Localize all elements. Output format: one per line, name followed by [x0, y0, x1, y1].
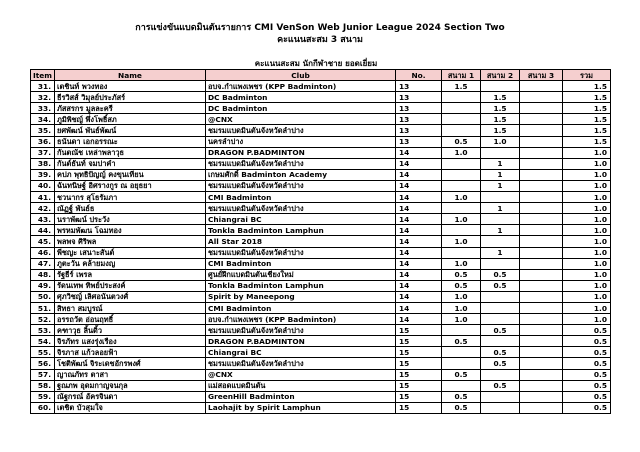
cell-stage-1: 0.5	[442, 136, 481, 147]
cell-name: ภัสสรกร มูลละครี	[55, 103, 206, 114]
cell-club: ชมรมแบดมินตันจังหวัดลำปาง	[206, 158, 396, 169]
cell-stage-2	[481, 214, 520, 225]
cell-stage-1	[442, 203, 481, 214]
cell-club: นครลำปาง	[206, 136, 396, 147]
cell-no: 14	[396, 247, 442, 258]
cell-item: 58.	[31, 380, 55, 391]
cell-stage-3	[520, 247, 563, 258]
cell-club: ชมรมแบดมินตันจังหวัดลำปาง	[206, 358, 396, 369]
cell-club: @CNX	[206, 114, 396, 125]
cell-total: 0.5	[563, 336, 611, 347]
cell-club: DC Badminton	[206, 92, 396, 103]
cell-stage-3	[520, 380, 563, 391]
table-row	[31, 114, 611, 125]
cell-stage-2	[481, 314, 520, 325]
cell-item: 51.	[31, 302, 55, 313]
cell-total: 0.5	[563, 325, 611, 336]
cell-stage-1: 1.0	[442, 147, 481, 158]
cell-club: ชมรมแบดมินตันจังหวัดลำปาง	[206, 247, 396, 258]
cell-total: 0.5	[563, 369, 611, 380]
cell-total: 1.5	[563, 92, 611, 103]
cell-stage-1: 1.0	[442, 291, 481, 302]
cell-stage-2: 0.5	[481, 325, 520, 336]
cell-name: ยศพัฒน์ พันธ์พัฒน์	[55, 125, 206, 136]
cell-no: 14	[396, 158, 442, 169]
cell-stage-1: 1.0	[442, 258, 481, 269]
cell-stage-3	[520, 158, 563, 169]
cell-stage-1	[442, 325, 481, 336]
cell-item: 43.	[31, 214, 55, 225]
cell-stage-2: 1	[481, 180, 520, 191]
table-row	[31, 92, 611, 103]
table-row	[31, 336, 611, 347]
cell-name: เตชิต บัวสุมใจ	[55, 402, 206, 413]
cell-stage-1	[442, 158, 481, 169]
cell-item: 32.	[31, 92, 55, 103]
cell-stage-3	[520, 325, 563, 336]
table-row	[31, 347, 611, 358]
cell-stage-2: 1.5	[481, 103, 520, 114]
cell-club: All Star 2018	[206, 236, 396, 247]
cell-total: 1.0	[563, 280, 611, 291]
cell-club: Chiangrai BC	[206, 347, 396, 358]
cell-no: 14	[396, 214, 442, 225]
cell-item: 55.	[31, 347, 55, 358]
cell-total: 1.0	[563, 203, 611, 214]
cell-total: 0.5	[563, 347, 611, 358]
cell-club: ชมรมแบดมินตันจังหวัดลำปาง	[206, 203, 396, 214]
cell-stage-1	[442, 347, 481, 358]
cell-stage-1: 0.5	[442, 369, 481, 380]
cell-stage-3	[520, 258, 563, 269]
cell-total: 1.5	[563, 103, 611, 114]
header-club: Club	[206, 70, 396, 81]
cell-item: 60.	[31, 402, 55, 413]
cell-stage-1: 1.0	[442, 302, 481, 313]
cell-name: สิทธา สมบูรณ์	[55, 302, 206, 313]
cell-no: 13	[396, 92, 442, 103]
table-row	[31, 358, 611, 369]
cell-no: 13	[396, 136, 442, 147]
cell-stage-2	[481, 336, 520, 347]
cell-no: 14	[396, 147, 442, 158]
cell-stage-3	[520, 336, 563, 347]
cell-club: ชมรมแบดมินตันจังหวัดลำปาง	[206, 125, 396, 136]
table-row	[31, 125, 611, 136]
cell-stage-3	[520, 192, 563, 203]
cell-club: CMI Badminton	[206, 302, 396, 313]
cell-name: นราพัฒน์ ประวัง	[55, 214, 206, 225]
table-row	[31, 380, 611, 391]
cell-stage-1: 0.5	[442, 269, 481, 280]
cell-total: 1.0	[563, 236, 611, 247]
table-row	[31, 291, 611, 302]
cell-total: 1.0	[563, 291, 611, 302]
cell-stage-1	[442, 358, 481, 369]
cell-total: 0.5	[563, 391, 611, 402]
cell-item: 49.	[31, 280, 55, 291]
cell-name: ชวนากร สุโธรัมภา	[55, 192, 206, 203]
cell-name: ธนันดา เอกอรรณะ	[55, 136, 206, 147]
cell-club: CMI Badminton	[206, 192, 396, 203]
cell-no: 15	[396, 358, 442, 369]
cell-no: 14	[396, 225, 442, 236]
cell-stage-2: 1	[481, 169, 520, 180]
cell-item: 57.	[31, 369, 55, 380]
cell-stage-3	[520, 125, 563, 136]
cell-no: 14	[396, 269, 442, 280]
cell-name: ธีรวิสส์ วิมุลย์ประภัสร์	[55, 92, 206, 103]
cell-club: อบจ.กำแพงเพชร (KPP Badminton)	[206, 81, 396, 92]
header-total: รวม	[563, 70, 611, 81]
cell-stage-2	[481, 402, 520, 413]
cell-stage-1	[442, 92, 481, 103]
cell-item: 53.	[31, 325, 55, 336]
cell-no: 15	[396, 325, 442, 336]
cell-stage-2: 1.5	[481, 114, 520, 125]
cell-item: 59.	[31, 391, 55, 402]
cell-name: พลพจ ศิริพล	[55, 236, 206, 247]
cell-club: Chiangrai BC	[206, 214, 396, 225]
header-no: No.	[396, 70, 442, 81]
cell-item: 54.	[31, 336, 55, 347]
cell-item: 44.	[31, 225, 55, 236]
document-subtitle: คะแนนสะสม 3 สนาม	[277, 35, 363, 45]
cell-name: ญาณภัทร ตาสา	[55, 369, 206, 380]
cell-stage-2	[481, 291, 520, 302]
cell-stage-2	[481, 302, 520, 313]
cell-total: 0.5	[563, 402, 611, 413]
table-row	[31, 192, 611, 203]
cell-name: ฐณภพ อุดมกาญจนกุล	[55, 380, 206, 391]
cell-name: คฑาวุธ ลิ้นดิ้ว	[55, 325, 206, 336]
cell-total: 1.0	[563, 269, 611, 280]
cell-club: Tonkla Badminton Lamphun	[206, 280, 396, 291]
cell-club: Tonkla Badminton Lamphun	[206, 225, 396, 236]
cell-name: คปภ พุทธิปัญญ์ คงขุนเทียน	[55, 169, 206, 180]
cell-stage-1	[442, 169, 481, 180]
table-row	[31, 158, 611, 169]
table-row	[31, 225, 611, 236]
cell-name: เตชินท์ พวงทอง	[55, 81, 206, 92]
cell-total: 0.5	[563, 358, 611, 369]
cell-item: 42.	[31, 203, 55, 214]
cell-no: 15	[396, 380, 442, 391]
table-row	[31, 258, 611, 269]
cell-club: แม่สอดแบดมินตัน	[206, 380, 396, 391]
cell-club: @CNX	[206, 369, 396, 380]
cell-stage-1: 0.5	[442, 336, 481, 347]
header-item: Item	[31, 70, 55, 81]
cell-total: 1.0	[563, 169, 611, 180]
cell-club: DRAGON P.BADMINTON	[206, 147, 396, 158]
cell-total: 1.0	[563, 180, 611, 191]
cell-name: รัฐธีร์ เพรล	[55, 269, 206, 280]
cell-total: 1.0	[563, 225, 611, 236]
cell-stage-3	[520, 291, 563, 302]
cell-item: 36.	[31, 136, 55, 147]
cell-no: 15	[396, 347, 442, 358]
cell-stage-1: 1.0	[442, 214, 481, 225]
cell-no: 14	[396, 314, 442, 325]
cell-no: 14	[396, 180, 442, 191]
document-title: การแข่งขันแบดมินตันรายการ CMI VenSon Web Junior League 2024 Section Two	[135, 23, 505, 33]
cell-no: 15	[396, 336, 442, 347]
cell-total: 1.5	[563, 125, 611, 136]
cell-stage-3	[520, 169, 563, 180]
cell-stage-1: 0.5	[442, 402, 481, 413]
table-row	[31, 269, 611, 280]
cell-stage-3	[520, 280, 563, 291]
cell-total: 1.0	[563, 147, 611, 158]
cell-stage-2	[481, 236, 520, 247]
cell-stage-1	[442, 103, 481, 114]
table-row	[31, 247, 611, 258]
cell-stage-3	[520, 302, 563, 313]
cell-no: 14	[396, 258, 442, 269]
cell-name: โชติพัฒน์ จิระเดชอักรพงศ์	[55, 358, 206, 369]
cell-name: พรหมพัฒน โฉมทอง	[55, 225, 206, 236]
header-stage-3: สนาม 3	[520, 70, 563, 81]
cell-stage-1: 0.5	[442, 391, 481, 402]
cell-item: 35.	[31, 125, 55, 136]
cell-item: 38.	[31, 158, 55, 169]
cell-stage-3	[520, 203, 563, 214]
cell-club: Spirit by Maneepong	[206, 291, 396, 302]
ranking-table	[30, 69, 611, 414]
cell-stage-1: 1.5	[442, 81, 481, 92]
cell-name: จิรภัทร แสงรุ่งเรือง	[55, 336, 206, 347]
cell-stage-1: 0.5	[442, 280, 481, 291]
cell-stage-1	[442, 380, 481, 391]
table-row	[31, 214, 611, 225]
cell-stage-2	[481, 81, 520, 92]
cell-total: 1.5	[563, 81, 611, 92]
cell-item: 45.	[31, 236, 55, 247]
cell-total: 0.5	[563, 380, 611, 391]
cell-total: 1.5	[563, 136, 611, 147]
table-row	[31, 280, 611, 291]
table-row	[31, 302, 611, 313]
cell-club: CMI Badminton	[206, 258, 396, 269]
cell-name: ณัฐกรณ์ อัครจินดา	[55, 391, 206, 402]
cell-club: ชมรมแบดมินตันจังหวัดลำปาง	[206, 180, 396, 191]
cell-item: 46.	[31, 247, 55, 258]
cell-stage-3	[520, 114, 563, 125]
table-row	[31, 169, 611, 180]
cell-total: 1.0	[563, 192, 611, 203]
cell-stage-2: 1.5	[481, 125, 520, 136]
cell-no: 14	[396, 203, 442, 214]
cell-name: ภูตะวัน คล้ายมงญ	[55, 258, 206, 269]
cell-stage-2	[481, 369, 520, 380]
cell-club: GreenHill Badminton	[206, 391, 396, 402]
table-row	[31, 369, 611, 380]
cell-item: 48.	[31, 269, 55, 280]
cell-no: 14	[396, 291, 442, 302]
cell-total: 1.0	[563, 214, 611, 225]
cell-no: 13	[396, 81, 442, 92]
cell-name: รัดนเทพ ทิพย์ประสงค์	[55, 280, 206, 291]
cell-name: จิรภาส แก้วลอยฟ้า	[55, 347, 206, 358]
cell-club: เกษมศักดิ์ Badminton Academy	[206, 169, 396, 180]
cell-stage-2: 1	[481, 247, 520, 258]
table-row	[31, 236, 611, 247]
cell-stage-1	[442, 225, 481, 236]
cell-stage-3	[520, 180, 563, 191]
cell-stage-2	[481, 258, 520, 269]
cell-total: 1.0	[563, 158, 611, 169]
cell-stage-3	[520, 391, 563, 402]
cell-stage-2: 0.5	[481, 380, 520, 391]
cell-club: ชมรมแบดมินตันจังหวัดลำปาง	[206, 325, 396, 336]
cell-no: 13	[396, 125, 442, 136]
header-name: Name	[55, 70, 206, 81]
cell-no: 14	[396, 280, 442, 291]
cell-item: 31.	[31, 81, 55, 92]
cell-stage-3	[520, 314, 563, 325]
cell-stage-1	[442, 125, 481, 136]
cell-stage-2: 1.0	[481, 136, 520, 147]
table-row	[31, 103, 611, 114]
cell-stage-3	[520, 369, 563, 380]
category-heading: คะแนนสะสม นักกีฬาชาย ยอดเยี่ยม	[254, 59, 378, 68]
cell-item: 39.	[31, 169, 55, 180]
cell-total: 1.0	[563, 314, 611, 325]
header-stage-1: สนาม 1	[442, 70, 481, 81]
table-row	[31, 147, 611, 158]
table-row	[31, 203, 611, 214]
cell-stage-3	[520, 402, 563, 413]
cell-name: ฉันทนิษฐ์ อิศรางกูร ณ อยุธยา	[55, 180, 206, 191]
cell-club: DC Badminton	[206, 103, 396, 114]
cell-item: 33.	[31, 103, 55, 114]
cell-total: 1.0	[563, 302, 611, 313]
cell-club: DRAGON P.BADMINTON	[206, 336, 396, 347]
cell-stage-3	[520, 214, 563, 225]
table-row	[31, 81, 611, 92]
table-row	[31, 391, 611, 402]
cell-no: 15	[396, 369, 442, 380]
cell-stage-1: 1.0	[442, 314, 481, 325]
cell-stage-2: 1	[481, 203, 520, 214]
cell-stage-2: 0.5	[481, 280, 520, 291]
table-row	[31, 180, 611, 191]
cell-total: 1.5	[563, 114, 611, 125]
cell-stage-1: 1.0	[442, 236, 481, 247]
cell-no: 14	[396, 192, 442, 203]
cell-stage-3	[520, 358, 563, 369]
cell-name: อรรถวัต อ่อนฤทธิ์	[55, 314, 206, 325]
cell-stage-3	[520, 147, 563, 158]
cell-club: ศูนย์ฝึกแบดมินตันเชียงใหม่	[206, 269, 396, 280]
cell-stage-1: 1.0	[442, 192, 481, 203]
header-row	[31, 70, 611, 81]
cell-no: 15	[396, 391, 442, 402]
table-row	[31, 314, 611, 325]
cell-stage-3	[520, 92, 563, 103]
cell-stage-2: 1	[481, 225, 520, 236]
cell-total: 1.0	[563, 258, 611, 269]
cell-club: อบจ.กำแพงเพชร (KPP Badminton)	[206, 314, 396, 325]
cell-name: กันตณัช เหล่าพลาวุธ	[55, 147, 206, 158]
cell-item: 41.	[31, 192, 55, 203]
cell-stage-3	[520, 269, 563, 280]
table-row	[31, 136, 611, 147]
cell-name: กันต์ธันท์ จมปาคำ	[55, 158, 206, 169]
cell-item: 47.	[31, 258, 55, 269]
cell-stage-2: 0.5	[481, 358, 520, 369]
cell-stage-2	[481, 192, 520, 203]
cell-stage-3	[520, 236, 563, 247]
cell-name: ณัฏฐ์ พันธ์ธ	[55, 203, 206, 214]
cell-stage-3	[520, 81, 563, 92]
cell-item: 40.	[31, 180, 55, 191]
cell-stage-3	[520, 347, 563, 358]
cell-stage-1	[442, 114, 481, 125]
table-row	[31, 402, 611, 413]
cell-item: 37.	[31, 147, 55, 158]
cell-item: 56.	[31, 358, 55, 369]
cell-stage-1	[442, 180, 481, 191]
cell-stage-3	[520, 103, 563, 114]
cell-no: 14	[396, 302, 442, 313]
cell-name: ภูมิพิชญ์ พึ่งโพธิ์สภ	[55, 114, 206, 125]
cell-club: Laohajit by Spirit Lamphun	[206, 402, 396, 413]
cell-no: 13	[396, 103, 442, 114]
cell-no: 14	[396, 169, 442, 180]
cell-no: 15	[396, 402, 442, 413]
cell-item: 50.	[31, 291, 55, 302]
cell-name: พีชญะ เสนาะสันต์	[55, 247, 206, 258]
cell-total: 1.0	[563, 247, 611, 258]
table-row	[31, 325, 611, 336]
cell-no: 14	[396, 236, 442, 247]
cell-stage-3	[520, 136, 563, 147]
cell-stage-2: 1	[481, 158, 520, 169]
cell-stage-2	[481, 391, 520, 402]
cell-name: ศุภวิชญ์ เลิศอนันตวงศ์	[55, 291, 206, 302]
cell-no: 13	[396, 114, 442, 125]
cell-stage-2: 1.5	[481, 92, 520, 103]
cell-stage-3	[520, 225, 563, 236]
cell-stage-2: 0.5	[481, 347, 520, 358]
cell-item: 52.	[31, 314, 55, 325]
cell-stage-2: 0.5	[481, 269, 520, 280]
cell-item: 34.	[31, 114, 55, 125]
cell-stage-1	[442, 247, 481, 258]
cell-stage-2	[481, 147, 520, 158]
header-stage-2: สนาม 2	[481, 70, 520, 81]
